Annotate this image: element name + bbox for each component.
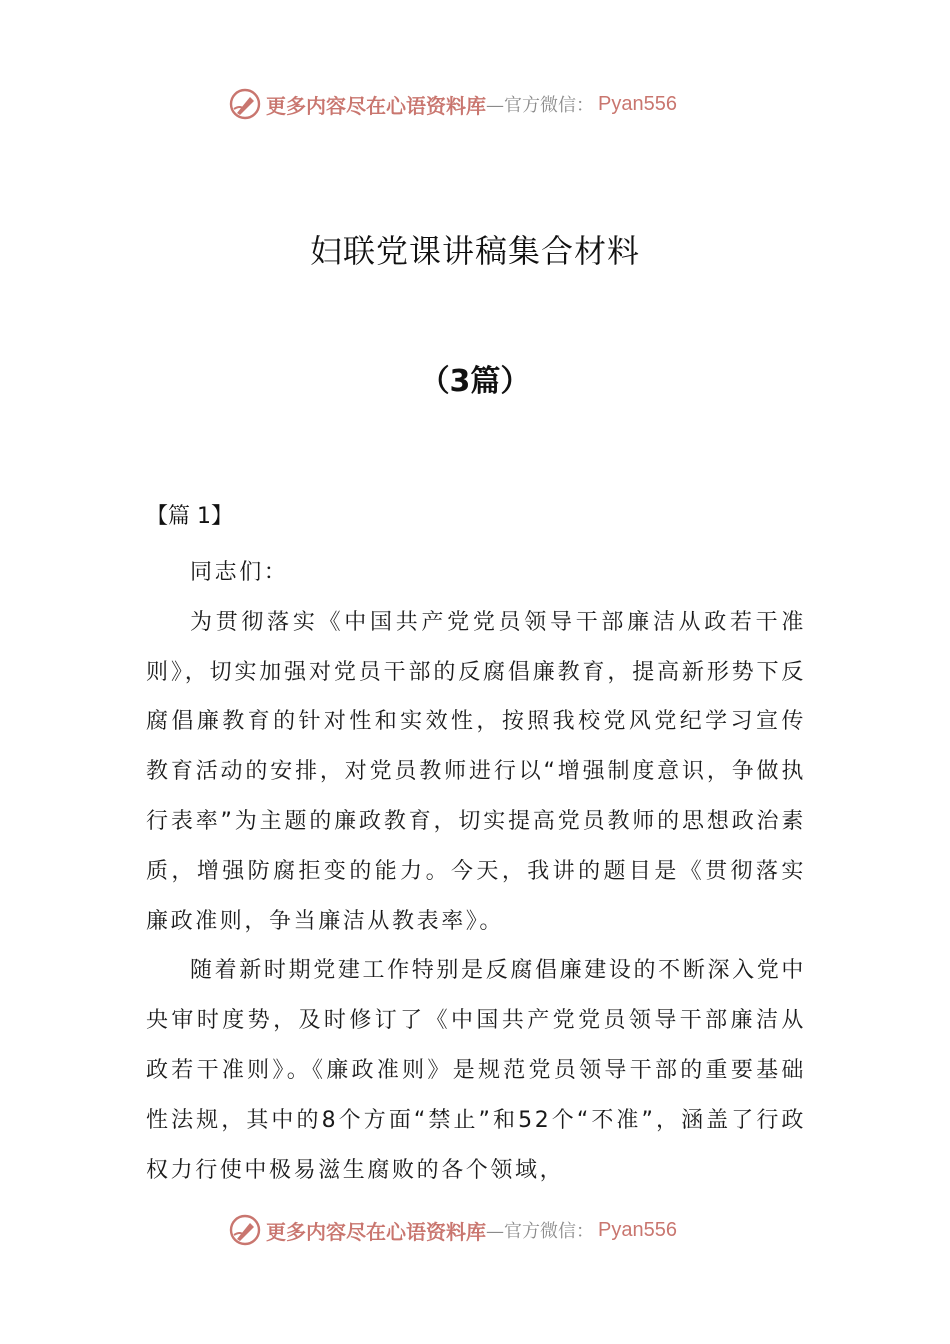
wechat-id: Pyan556 (598, 92, 677, 115)
footer-banner (228, 1208, 748, 1252)
pen-nib-logo-icon (228, 1213, 262, 1247)
banner-text: 更多内容尽在心语资料库 (266, 1219, 486, 1244)
pen-nib-logo-icon (228, 87, 262, 121)
wechat-id: Pyan556 (598, 1218, 677, 1241)
document-subtitle: （3篇） (419, 364, 531, 399)
wechat-label: —官方微信： (486, 1221, 594, 1242)
salutation: 同志们： (190, 560, 289, 585)
section-label: 【篇 1】 (146, 504, 233, 529)
paragraph: 随着新时期党建工作特别是反腐倡廉建设的不断深入党中央审时度势，及时修订了《中国共产党党员领导干部廉洁从政若干准则》。《廉政准则》是规范党员领导干部的重要基础性法规，其中的8个方面“禁止”和52个“不准”，涵盖了行政权力行使中极易滋生腐败的各个领域， (146, 958, 806, 1183)
wechat-label: —官方微信： (486, 95, 594, 116)
document-body (146, 548, 806, 1195)
document-title: 妇联党课讲稿集合材料 (309, 232, 640, 270)
banner-text: 更多内容尽在心语资料库 (266, 93, 486, 118)
paragraph: 为贯彻落实《中国共产党党员领导干部廉洁从政若干准则》，切实加强对党员干部的反腐倡廉教育，提高新形势下反腐倡廉教育的针对性和实效性，按照我校党风党纪学习宣传教育活动的安排，对党员教师进行以“增强制度意识，争做执行表率”为主题的廉政教育，切实提高党员教师的思想政治素质，增强防腐拒变的能力。今天，我讲的题目是《贯彻落实廉政准则，争当廉洁从教表率》。 (146, 609, 806, 934)
header-banner (228, 82, 748, 126)
